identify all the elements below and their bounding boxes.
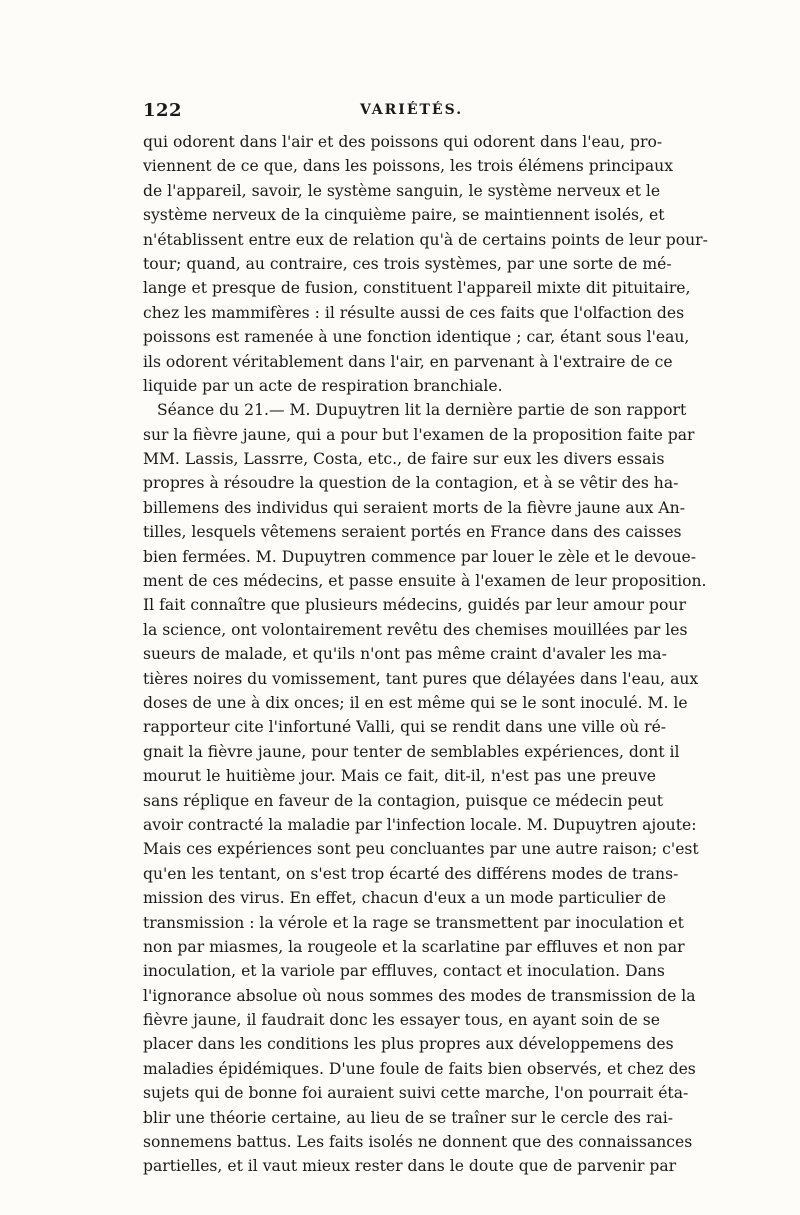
text-line: n'établissent entre eux de relation qu'à de certains points de leur pour- [143, 230, 708, 249]
text-line: qui odorent dans l'air et des poissons qui odorent dans l'eau, pro- [143, 133, 663, 151]
text-line: fièvre jaune, il faudrait donc les essayer tous, en ayant soin de se [143, 1011, 660, 1030]
text-line: bien fermées. M. Dupuytren commence par louer le zèle et le devoue- [143, 547, 697, 566]
text-line: rapporteur cite l'infortuné Valli, qui se rendit dans une ville où ré- [143, 718, 667, 737]
text-line: sujets qui de bonne foi auraient suivi cette marche, l'on pourrait éta- [143, 1084, 689, 1103]
text-line: ment de ces médecins, et passe ensuite à l'examen de leur proposition. [143, 572, 707, 591]
text-line: sur la fièvre jaune, qui a pour but l'examen de la proposition faite par [143, 425, 695, 444]
text-line: placer dans les conditions les plus propres aux développemens des [143, 1035, 674, 1054]
text-line: la science, ont volontairement revêtu des chemises mouillées par les [143, 620, 688, 639]
text-line: doses de une à dix onces; il en est même qui se le sont inoculé. M. le [143, 693, 688, 712]
text-line: sans réplique en faveur de la contagion, puisque ce médecin peut [143, 791, 663, 810]
text-line: billemens des individus qui seraient morts de la fièvre jaune aux An- [143, 498, 685, 517]
text-line: avoir contracté la maladie par l'infection locale. M. Dupuytren ajoute: [143, 815, 697, 834]
text-line: non par miasmes, la rougeole et la scarlatine par effluves et non par [143, 937, 685, 956]
text-line: mourut le huitième jour. Mais ce fait, dit-il, n'est pas une preuve [143, 767, 656, 786]
paragraph [143, 130, 708, 398]
text-line: lange et presque de fusion, constituent l'appareil mixte dit pituitaire, [143, 279, 691, 298]
text-line: transmission : la vérole et la rage se transmettent par inoculation et [143, 913, 684, 932]
body-text [143, 130, 708, 1179]
text-line: l'ignorance absolue où nous sommes des modes de transmission de la [143, 986, 696, 1005]
text-line: Mais ces expériences sont peu concluantes par une autre raison; c'est [143, 840, 699, 859]
page-header [143, 100, 656, 124]
text-line: poissons est ramenée à une fonction identique ; car, étant sous l'eau, [143, 328, 690, 347]
text-line: système nerveux de la cinquième paire, se maintiennent isolés, et [143, 206, 665, 225]
text-line: liquide par un acte de respiration branchiale. [143, 376, 503, 395]
text-line: viennent de ce que, dans les poissons, les trois élémens principaux [143, 157, 674, 176]
text-line: inoculation, et la variole par effluves, contact et inoculation. Dans [143, 962, 665, 981]
text-line: chez les mammifères : il résulte aussi de ces faits que l'olfaction des [143, 303, 685, 322]
paragraph [143, 398, 707, 1179]
text-line: sonnemens battus. Les faits isolés ne donnent que des connaissances [143, 1133, 693, 1152]
text-line: qu'en les tentant, on s'est trop écarté des différens modes de trans- [143, 864, 679, 883]
text-line: Il fait connaître que plusieurs médecins, guidés par leur amour pour [143, 596, 686, 615]
text-line: tières noires du vomissement, tant pures que délayées dans l'eau, aux [143, 669, 699, 688]
text-line: tour; quand, au contraire, ces trois systèmes, par une sorte de mé- [143, 254, 672, 273]
text-line: de l'appareil, savoir, le système sanguin, le système nerveux et le [143, 181, 661, 200]
text-line: sueurs de malade, et qu'ils n'ont pas même craint d'avaler les ma- [143, 645, 667, 664]
text-line: tilles, lesquels vêtemens seraient portés en France dans des caisses [143, 523, 682, 542]
text-line: ils odorent véritablement dans l'air, en parvenant à l'extraire de ce [143, 352, 673, 371]
text-line: partielles, et il vaut mieux rester dans le doute que de parvenir par [143, 1157, 677, 1176]
text-line: MM. Lassis, Lassrre, Costa, etc., de faire sur eux les divers essais [143, 450, 665, 469]
page-number: 122 [143, 100, 183, 121]
text-line: maladies épidémiques. D'une foule de faits bien observés, et chez des [143, 1059, 696, 1078]
running-head: VARIÉTÉS. [360, 102, 464, 118]
text-line: gnait la fièvre jaune, pour tenter de semblables expériences, dont il [143, 742, 680, 761]
text-line: mission des virus. En effet, chacun d'eux a un mode particulier de [143, 889, 666, 908]
text-line: propres à résoudre la question de la contagion, et à se vêtir des ha- [143, 474, 679, 493]
text-line: Séance du 21.— M. Dupuytren lit la dernière partie de son rapport [157, 401, 687, 420]
text-line: blir une théorie certaine, au lieu de se traîner sur le cercle des rai- [143, 1108, 674, 1127]
